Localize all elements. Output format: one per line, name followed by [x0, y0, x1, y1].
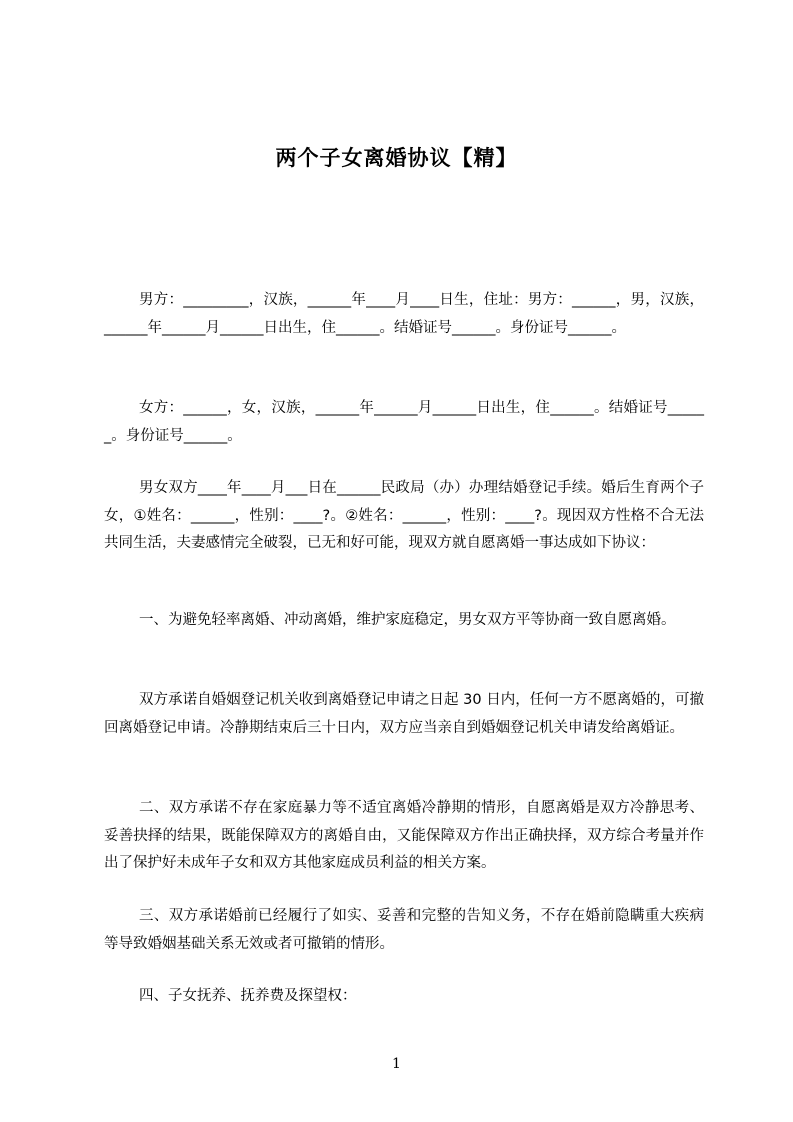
- document-title: 两个子女离婚协议【精】: [275, 146, 518, 170]
- paragraph-clause-four-heading: 四、子女抚养、抚养费及探望权：: [139, 988, 357, 1004]
- paragraph-husband-info: 男方：_________，汉族，______年____月____日生，住址：男方：______，男，汉族，______年______月______日出生，住______。结婚证号______。身份证号______。: [104, 292, 704, 336]
- paragraph-clause-one: 一、为避免轻率离婚、冲动离婚，维护家庭稳定，男女双方平等协商一致自愿离婚。: [139, 612, 676, 628]
- paragraph-marriage-background: 男女双方____年____月___日在______民政局（办）办理结婚登记手续。婚后生育两个子女，①姓名：______，性别：____?。②姓名：______，性别：____?。现因双方性格不合无法共同生活，夫妻感情完全破裂，已无和好可能，现双方就自愿离婚一事达成如下协议：: [104, 480, 704, 551]
- paragraph-cooling-off: 双方承诺自婚姻登记机关收到离婚登记申请之日起 30 日内，任何一方不愿离婚的，可撤回离婚登记申请。冷静期结束后三十日内，双方应当亲自到婚姻登记机关申请发给离婚证。: [104, 692, 704, 736]
- page-number: 1: [392, 1056, 401, 1072]
- paragraph-clause-two: 二、双方承诺不存在家庭暴力等不适宜离婚冷静期的情形，自愿离婚是双方冷静思考、妥善抉择的结果，既能保障双方的离婚自由，又能保障双方作出正确抉择，双方综合考量并作出了保护好未成年子女和双方其他家庭成员利益的相关方案。: [104, 800, 704, 871]
- paragraph-wife-info: 女方：______，女，汉族，______年______月______日出生，住______。结婚证号______。身份证号______。: [104, 400, 704, 444]
- paragraph-clause-three: 三、双方承诺婚前已经履行了如实、妥善和完整的告知义务，不存在婚前隐瞒重大疾病等导致婚姻基础关系无效或者可撤销的情形。: [104, 908, 704, 952]
